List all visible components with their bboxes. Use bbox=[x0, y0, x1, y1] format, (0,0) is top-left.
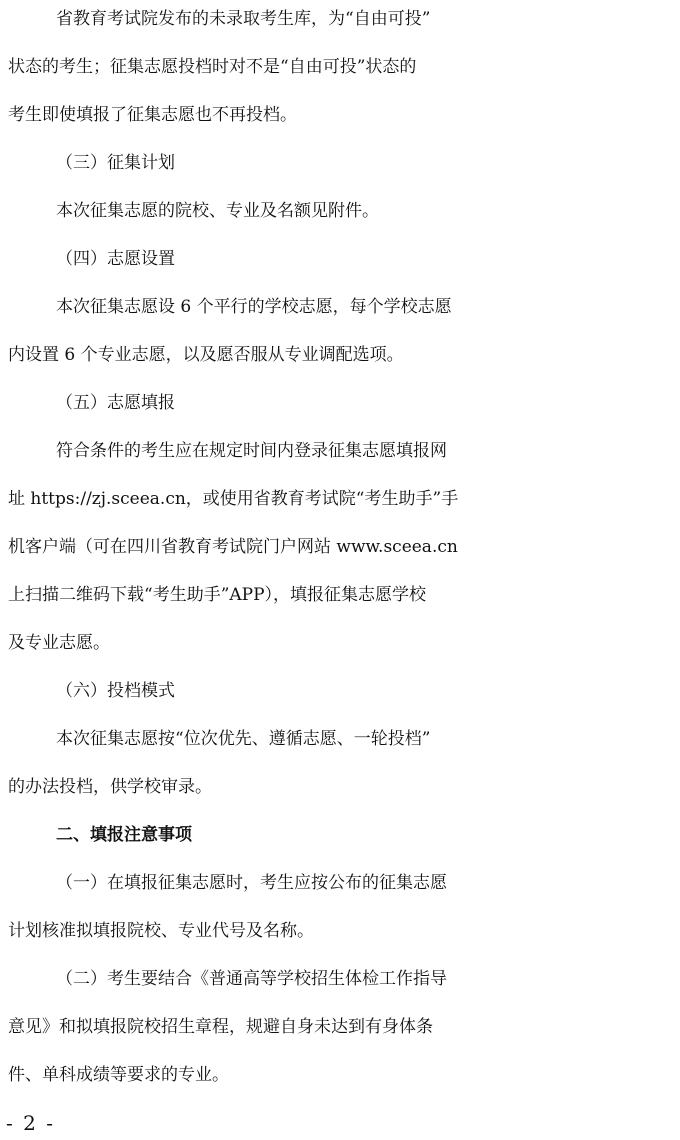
paragraph-line: 省教育考试院发布的未录取考生库，为“自由可投” bbox=[56, 9, 431, 29]
section-heading: （三）征集计划 bbox=[56, 153, 175, 173]
section-heading: （六）投档模式 bbox=[56, 681, 175, 701]
paragraph-line: 的办法投档，供学校审录。 bbox=[8, 777, 212, 797]
paragraph-line: 机客户端（可在四川省教育考试院门户网站 www.sceea.cn bbox=[8, 537, 458, 557]
page-number: - 2 - bbox=[6, 1111, 55, 1135]
paragraph-line: 意见》和拟填报院校招生章程，规避自身未达到有身体条 bbox=[8, 1017, 433, 1037]
paragraph-line: 本次征集志愿设 6 个平行的学校志愿，每个学校志愿 bbox=[56, 297, 452, 317]
paragraph-line: 上扫描二维码下载“考生助手”APP），填报征集志愿学校 bbox=[8, 585, 427, 605]
paragraph-line: 及专业志愿。 bbox=[8, 633, 110, 653]
chapter-heading: 二、填报注意事项 bbox=[56, 825, 192, 845]
paragraph-line: 状态的考生；征集志愿投档时对不是“自由可投”状态的 bbox=[8, 57, 417, 77]
paragraph-line: 计划核准拟填报院校、专业代号及名称。 bbox=[8, 921, 314, 941]
paragraph-line: 本次征集志愿按“位次优先、遵循志愿、一轮投档” bbox=[56, 729, 431, 749]
paragraph-line: （一）在填报征集志愿时，考生应按公布的征集志愿 bbox=[56, 873, 447, 893]
paragraph-line: 符合条件的考生应在规定时间内登录征集志愿填报网 bbox=[56, 441, 447, 461]
paragraph-line: （二）考生要结合《普通高等学校招生体检工作指导 bbox=[56, 969, 447, 989]
paragraph-line: 内设置 6 个专业志愿，以及愿否服从专业调配选项。 bbox=[8, 345, 404, 365]
paragraph-line: 址 https://zj.sceea.cn，或使用省教育考试院“考生助手”手 bbox=[8, 489, 459, 509]
section-heading: （五）志愿填报 bbox=[56, 393, 175, 413]
paragraph-line: 考生即使填报了征集志愿也不再投档。 bbox=[8, 105, 297, 125]
paragraph-line: 件、单科成绩等要求的专业。 bbox=[8, 1065, 229, 1085]
paragraph-line: 本次征集志愿的院校、专业及名额见附件。 bbox=[56, 201, 379, 221]
section-heading: （四）志愿设置 bbox=[56, 249, 175, 269]
